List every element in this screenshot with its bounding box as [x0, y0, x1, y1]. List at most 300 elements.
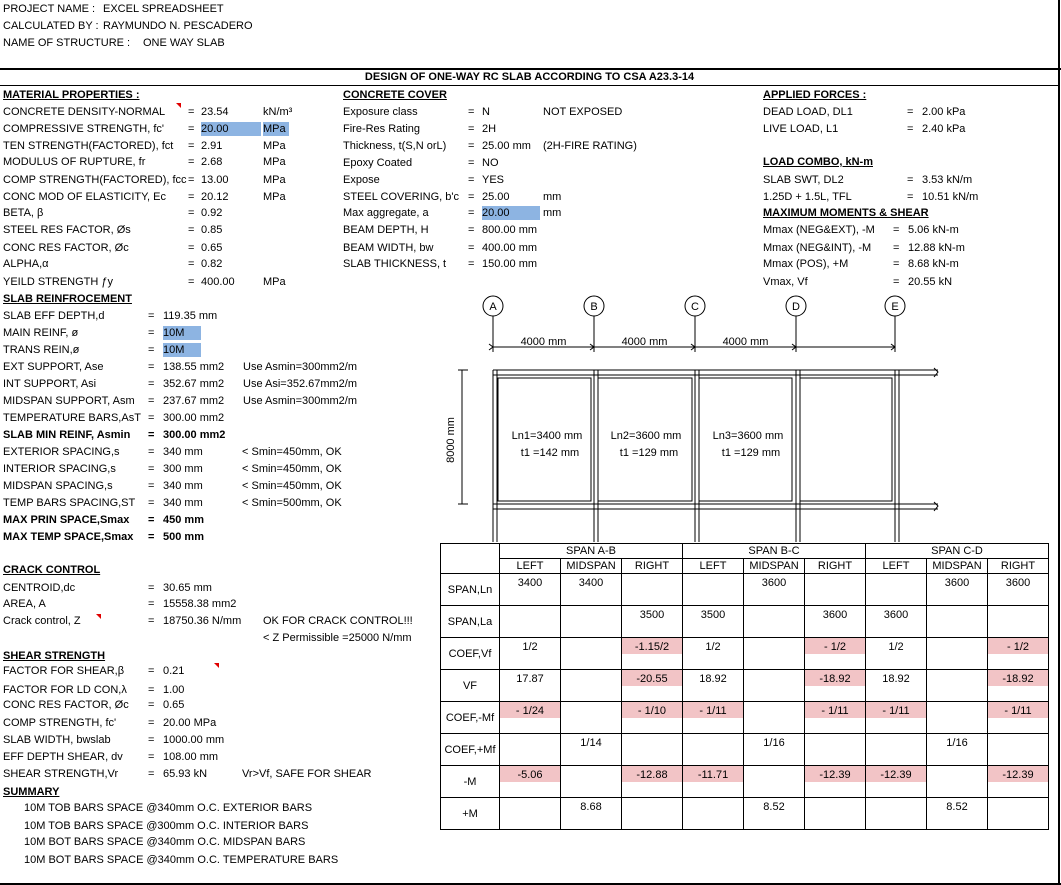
table-cell[interactable] [683, 574, 744, 606]
cover-value[interactable]: 400.00 mm [482, 242, 538, 254]
material-unit: MPa [263, 276, 286, 288]
dimension-tick [489, 344, 493, 350]
equals-sign: = [468, 123, 475, 135]
cell-value [805, 574, 865, 576]
equals-sign: = [148, 514, 155, 526]
reinf-value[interactable]: 352.67 mm2 [163, 378, 225, 390]
cell-value: -12.88 [622, 766, 682, 782]
row-header: COEF,Vf [441, 638, 500, 670]
table-cell[interactable] [988, 798, 1049, 830]
column-header: RIGHT [988, 559, 1049, 574]
reinf-value[interactable]: 300.00 mm2 [163, 429, 226, 441]
table-cell[interactable] [683, 606, 744, 638]
table-cell[interactable] [683, 670, 744, 702]
table-cell[interactable] [805, 766, 866, 798]
table-cell[interactable] [927, 638, 988, 670]
crack-label: CENTROID,dc [3, 582, 76, 594]
cell-value [988, 798, 1048, 800]
crack-note: < Z Permissible =25000 N/mm [263, 632, 412, 644]
cell-value: -20.55 [622, 670, 682, 686]
crack-value[interactable]: 15558.38 mm2 [163, 598, 237, 610]
reinf-value[interactable]: 10M [163, 343, 201, 357]
cell-value: 3400 [517, 577, 543, 589]
reinf-note: Use Asi=352.67mm2/m [243, 378, 358, 390]
row-header: -M [441, 766, 500, 798]
table-cell[interactable] [683, 798, 744, 830]
cover-note: mm [543, 191, 562, 203]
reinf-label: MAX TEMP SPACE,Smax [3, 531, 134, 543]
cell-value: -18.92 [805, 670, 865, 686]
cover-label: Max aggregate, a [343, 207, 429, 219]
table-cell[interactable] [622, 670, 683, 702]
material-label: COMP STRENGTH(FACTORED), fcc [3, 174, 187, 186]
summary-line: 10M TOB BARS SPACE @340mm O.C. EXTERIOR BARS [24, 802, 313, 814]
reinf-value[interactable]: 340 mm [163, 497, 203, 509]
table-cell[interactable] [744, 702, 805, 734]
cell-value [744, 766, 804, 768]
table-cell[interactable] [622, 702, 683, 734]
table-cell[interactable] [805, 670, 866, 702]
reinf-label: SLAB EFF DEPTH,d [3, 310, 105, 322]
table-cell[interactable] [744, 606, 805, 638]
project-value[interactable]: RAYMUNDO N. PESCADERO [103, 20, 253, 32]
equals-sign: = [907, 191, 914, 203]
table-cell[interactable] [927, 734, 988, 766]
table-cell[interactable] [866, 734, 927, 766]
table-cell[interactable] [927, 606, 988, 638]
material-value[interactable]: 13.00 [201, 174, 229, 186]
column-header: RIGHT [622, 559, 683, 574]
moment-value[interactable]: 12.88 kN-m [908, 242, 965, 254]
column-header: MIDSPAN [927, 559, 988, 574]
combo-value[interactable]: 10.51 kN/m [922, 191, 979, 203]
cover-note: mm [543, 207, 562, 219]
material-value[interactable]: 0.82 [201, 258, 223, 270]
table-cell[interactable] [988, 734, 1049, 766]
table-cell[interactable] [805, 798, 866, 830]
cover-label: Thickness, t(S,N orL) [343, 140, 447, 152]
table-cell[interactable] [805, 734, 866, 766]
table-cell[interactable] [561, 798, 622, 830]
shear-value[interactable]: 0.21 [163, 665, 185, 677]
table-cell[interactable] [500, 766, 561, 798]
cell-value: 17.87 [516, 673, 544, 685]
material-value[interactable]: 23.54 [201, 106, 229, 118]
equals-sign: = [188, 123, 195, 135]
equals-sign: = [148, 480, 155, 492]
equals-sign: = [148, 665, 155, 677]
equals-sign: = [893, 276, 900, 288]
equals-sign: = [148, 310, 155, 322]
equals-sign: = [907, 174, 914, 186]
cell-value: -12.39 [866, 766, 926, 782]
span-header: SPAN A-B [500, 544, 683, 559]
cover-label: Exposure class [343, 106, 418, 118]
table-cell[interactable] [744, 734, 805, 766]
equals-sign: = [148, 615, 155, 627]
table-row [441, 766, 1049, 798]
comment-indicator[interactable] [214, 663, 219, 668]
moment-label: Vmax, Vf [763, 276, 808, 288]
equals-sign: = [148, 429, 155, 441]
table-cell[interactable] [988, 670, 1049, 702]
table-cell[interactable] [988, 766, 1049, 798]
material-value[interactable]: 2.68 [201, 156, 223, 168]
table-cell[interactable] [866, 766, 927, 798]
table-cell[interactable] [500, 670, 561, 702]
cell-value [500, 734, 560, 736]
table-cell[interactable] [866, 670, 927, 702]
table-cell[interactable] [683, 638, 744, 670]
material-value[interactable]: 0.85 [201, 224, 223, 236]
table-cell[interactable] [622, 606, 683, 638]
cover-value[interactable]: 150.00 mm [482, 258, 538, 270]
table-cell[interactable] [561, 766, 622, 798]
table-cell[interactable] [500, 606, 561, 638]
table-cell[interactable] [622, 734, 683, 766]
equals-sign: = [907, 123, 914, 135]
cell-value [866, 734, 926, 736]
cell-value: 3500 [639, 609, 665, 621]
section-heading: CONCRETE COVER [343, 89, 447, 101]
column-header: MIDSPAN [561, 559, 622, 574]
cell-value: 8.52 [946, 801, 968, 813]
table-cell[interactable] [622, 766, 683, 798]
reinf-value[interactable]: 500 mm [163, 531, 204, 543]
table-cell[interactable] [500, 798, 561, 830]
row-header: SPAN,La [441, 606, 500, 638]
comment-indicator[interactable] [176, 103, 181, 108]
cell-value: 8.52 [763, 801, 785, 813]
shear-value[interactable]: 1.00 [163, 684, 185, 696]
cover-label: Fire-Res Rating [343, 123, 421, 135]
force-value[interactable]: 2.00 kPa [922, 106, 966, 118]
cover-value[interactable]: 25.00 [482, 191, 510, 203]
table-cell[interactable] [561, 606, 622, 638]
material-label: ALPHA,α [3, 258, 49, 270]
reinf-label: MIDSPAN SUPPORT, Asm [3, 395, 135, 407]
table-corner [441, 544, 500, 574]
cell-value: 3500 [700, 609, 726, 621]
shear-value[interactable]: 65.93 kN [163, 768, 208, 780]
table-cell[interactable] [500, 734, 561, 766]
table-cell[interactable] [561, 702, 622, 734]
cell-value: 3600 [944, 577, 970, 589]
section-heading: CRACK CONTROL [3, 564, 101, 576]
cover-value[interactable]: 25.00 mm [482, 140, 531, 152]
cell-value: 3600 [822, 609, 848, 621]
reinf-value[interactable]: 300.00 mm2 [163, 412, 225, 424]
reinf-note: < Smin=450mm, OK [242, 446, 342, 458]
table-cell[interactable] [927, 670, 988, 702]
span-dimension: 4000 mm [621, 336, 668, 348]
crack-label: Crack control, Z [3, 615, 81, 627]
cell-value [561, 606, 621, 608]
span-header: SPAN C-D [866, 544, 1049, 559]
table-cell[interactable] [744, 766, 805, 798]
table-cell[interactable] [866, 798, 927, 830]
material-value[interactable]: 2.91 [201, 140, 223, 152]
height-dimension: 8000 mm [445, 417, 457, 463]
reinf-value[interactable]: 237.67 mm2 [163, 395, 225, 407]
table-cell[interactable] [866, 638, 927, 670]
equals-sign: = [188, 242, 195, 254]
force-value[interactable]: 2.40 kPa [922, 123, 966, 135]
table-row [441, 559, 1049, 574]
reinf-value[interactable]: 340 mm [163, 446, 203, 458]
table-cell[interactable] [622, 798, 683, 830]
cell-value [744, 670, 804, 672]
grid-label: A [489, 301, 497, 313]
row-header: COEF,-Mf [441, 702, 500, 734]
material-unit: MPa [263, 174, 286, 186]
equals-sign: = [148, 717, 155, 729]
shear-value[interactable]: 1000.00 mm [163, 734, 225, 746]
table-cell[interactable] [683, 734, 744, 766]
cell-value: 18.92 [699, 673, 727, 685]
table-cell[interactable] [561, 638, 622, 670]
reinf-value[interactable]: 300 mm [163, 463, 203, 475]
table-cell[interactable] [988, 638, 1049, 670]
span-dimension: 4000 mm [722, 336, 769, 348]
moment-value[interactable]: 8.68 kN-m [908, 258, 959, 270]
section-heading: MATERIAL PROPERTIES : [3, 89, 140, 101]
cover-value[interactable]: 800.00 mm [482, 224, 538, 236]
reinf-value[interactable]: 450 mm [163, 514, 204, 526]
reinf-value[interactable]: 138.55 mm2 [163, 361, 225, 373]
shear-label: FACTOR FOR LD CON,λ [3, 684, 127, 696]
cover-label: BEAM DEPTH, H [343, 224, 429, 236]
cell-value: - 1/11 [805, 702, 865, 718]
table-cell[interactable] [866, 702, 927, 734]
span-dimension: 4000 mm [520, 336, 567, 348]
cell-value: -5.06 [500, 766, 560, 782]
equals-sign: = [148, 446, 155, 458]
material-unit: MPa [263, 122, 289, 136]
material-unit: kN/m³ [263, 106, 293, 118]
cell-value: - 1/11 [866, 702, 926, 718]
table-cell[interactable] [744, 670, 805, 702]
cell-value [744, 638, 804, 640]
project-label: NAME OF STRUCTURE : [3, 37, 131, 49]
cell-value [744, 606, 804, 608]
row-header: VF [441, 670, 500, 702]
cell-value: - 1/10 [622, 702, 682, 718]
column-header: RIGHT [805, 559, 866, 574]
cover-note: (2H-FIRE RATING) [543, 140, 637, 152]
reinf-label: INT SUPPORT, Asi [3, 378, 97, 390]
project-value[interactable]: ONE WAY SLAB [143, 37, 225, 49]
table-cell[interactable] [683, 766, 744, 798]
material-label: CONCRETE DENSITY-NORMAL [3, 106, 166, 118]
cell-value [927, 638, 987, 640]
span-header: SPAN B-C [683, 544, 866, 559]
moment-label: Mmax (NEG&EXT), -M [763, 224, 875, 236]
table-cell[interactable] [561, 734, 622, 766]
material-value[interactable]: 0.92 [201, 207, 223, 219]
equals-sign: = [188, 156, 195, 168]
section-heading: LOAD COMBO, kN-m [763, 156, 873, 168]
table-cell[interactable] [927, 798, 988, 830]
shear-value[interactable]: 0.65 [163, 699, 185, 711]
table-cell[interactable] [988, 574, 1049, 606]
break-mark [934, 502, 938, 511]
table-cell[interactable] [500, 702, 561, 734]
equals-sign: = [893, 242, 900, 254]
shear-value[interactable]: 108.00 mm [163, 751, 219, 763]
span-results-table [440, 543, 1049, 830]
cell-value [561, 638, 621, 640]
cell-value [683, 798, 743, 800]
equals-sign: = [188, 207, 195, 219]
equals-sign: = [188, 106, 195, 118]
table-cell[interactable] [744, 798, 805, 830]
panel-thickness-label: t1 =129 mm [721, 447, 781, 459]
material-value[interactable]: 20.00 [201, 122, 261, 136]
equals-sign: = [468, 224, 475, 236]
equals-sign: = [148, 327, 155, 339]
moment-value[interactable]: 5.06 kN-m [908, 224, 959, 236]
column-header: LEFT [500, 559, 561, 574]
material-label: COMPRESSIVE STRENGTH, fc' [3, 123, 165, 135]
crack-value[interactable]: 18750.36 N/mm [163, 615, 242, 627]
table-cell[interactable] [988, 702, 1049, 734]
panel-span-label: Ln2=3600 mm [610, 430, 682, 442]
shear-label: FACTOR FOR SHEAR,β [3, 665, 125, 677]
cell-value [500, 606, 560, 608]
cell-value [988, 606, 1048, 608]
equals-sign: = [468, 207, 475, 219]
cell-value: 18.92 [882, 673, 910, 685]
cover-value[interactable]: 2H [482, 123, 497, 135]
table-cell[interactable] [805, 574, 866, 606]
equals-sign: = [188, 276, 195, 288]
project-value[interactable]: EXCEL SPREADSHEET [103, 3, 224, 15]
reinf-value[interactable]: 119.35 mm [163, 310, 218, 322]
table-cell[interactable] [744, 574, 805, 606]
table-row [441, 670, 1049, 702]
crack-label: AREA, A [3, 598, 46, 610]
cell-value [927, 766, 987, 768]
summary-line: 10M BOT BARS SPACE @340mm O.C. MIDSPAN BARS [24, 836, 306, 848]
combo-label: 1.25D + 1.5L, TFL [763, 191, 852, 203]
table-cell[interactable] [927, 766, 988, 798]
table-cell[interactable] [988, 606, 1049, 638]
equals-sign: = [468, 174, 475, 186]
equals-sign: = [188, 191, 195, 203]
shear-label: SHEAR STRENGTH,Vr [3, 768, 119, 780]
equals-sign: = [468, 191, 475, 203]
reinf-value[interactable]: 340 mm [163, 480, 203, 492]
table-cell[interactable] [500, 574, 561, 606]
material-unit: MPa [263, 156, 286, 168]
reinf-note: < Smin=450mm, OK [242, 480, 342, 492]
reinf-label: TEMPERATURE BARS,AsT [3, 412, 141, 424]
cell-value: - 1/2 [805, 638, 865, 654]
cover-label: STEEL COVERING, b'c [343, 191, 459, 203]
equals-sign: = [148, 531, 155, 543]
cell-value [805, 798, 865, 800]
section-heading: SUMMARY [3, 786, 60, 798]
cell-value [683, 734, 743, 736]
equals-sign: = [148, 463, 155, 475]
material-value[interactable]: 0.65 [201, 242, 223, 254]
cell-value: - 1/2 [988, 638, 1048, 654]
section-heading: APPLIED FORCES : [763, 89, 867, 101]
row-header: +M [441, 798, 500, 830]
equals-sign: = [148, 734, 155, 746]
equals-sign: = [188, 224, 195, 236]
table-cell[interactable] [683, 702, 744, 734]
moment-value[interactable]: 20.55 kN [908, 276, 953, 288]
equals-sign: = [148, 378, 155, 390]
table-cell[interactable] [561, 574, 622, 606]
cover-value[interactable]: NO [482, 157, 499, 169]
table-cell[interactable] [500, 638, 561, 670]
cover-value[interactable]: YES [482, 174, 505, 186]
cell-value [622, 574, 682, 576]
crack-value[interactable]: 30.65 mm [163, 582, 212, 594]
equals-sign: = [188, 258, 195, 270]
material-label: STEEL RES FACTOR, Øs [3, 224, 131, 236]
equals-sign: = [468, 258, 475, 270]
cell-value [927, 670, 987, 672]
table-cell[interactable] [622, 574, 683, 606]
column-header: MIDSPAN [744, 559, 805, 574]
cover-value[interactable]: 20.00 [482, 206, 540, 220]
grid-label: C [691, 301, 699, 313]
table-cell[interactable] [927, 574, 988, 606]
reinf-value[interactable]: 10M [163, 326, 201, 340]
table-cell[interactable] [805, 702, 866, 734]
table-cell[interactable] [927, 702, 988, 734]
cell-value [622, 734, 682, 736]
section-heading: SHEAR STRENGTH [3, 650, 106, 662]
force-label: DEAD LOAD, DL1 [763, 106, 853, 118]
slab-panel [800, 378, 892, 501]
material-label: CONC RES FACTOR, Øc [3, 242, 129, 254]
table-cell[interactable] [866, 606, 927, 638]
combo-value[interactable]: 3.53 kN/m [922, 174, 973, 186]
material-value[interactable]: 20.12 [201, 191, 229, 203]
summary-line: 10M BOT BARS SPACE @340mm O.C. TEMPERATURE BARS [24, 854, 339, 866]
material-value[interactable]: 400.00 [201, 276, 235, 288]
equals-sign: = [907, 106, 914, 118]
reinf-note: Use Asmin=300mm2/m [243, 361, 358, 373]
equals-sign: = [893, 258, 900, 270]
equals-sign: = [148, 361, 155, 373]
table-row [441, 606, 1049, 638]
material-unit: MPa [263, 140, 286, 152]
shear-note: Vr>Vf, SAFE FOR SHEAR [242, 768, 372, 780]
table-cell[interactable] [805, 606, 866, 638]
table-cell[interactable] [866, 574, 927, 606]
panel-span-label: Ln1=3400 mm [511, 430, 583, 442]
table-row [441, 702, 1049, 734]
table-cell[interactable] [561, 670, 622, 702]
equals-sign: = [468, 140, 475, 152]
shear-value[interactable]: 20.00 MPa [163, 717, 217, 729]
cover-value[interactable]: N [482, 106, 490, 118]
reinf-note: < Smin=450mm, OK [242, 463, 342, 475]
table-cell[interactable] [805, 638, 866, 670]
table-cell[interactable] [622, 638, 683, 670]
comment-indicator[interactable] [96, 614, 101, 619]
table-cell[interactable] [744, 638, 805, 670]
table-row [441, 574, 1049, 606]
equals-sign: = [188, 174, 195, 186]
cell-value [622, 798, 682, 800]
